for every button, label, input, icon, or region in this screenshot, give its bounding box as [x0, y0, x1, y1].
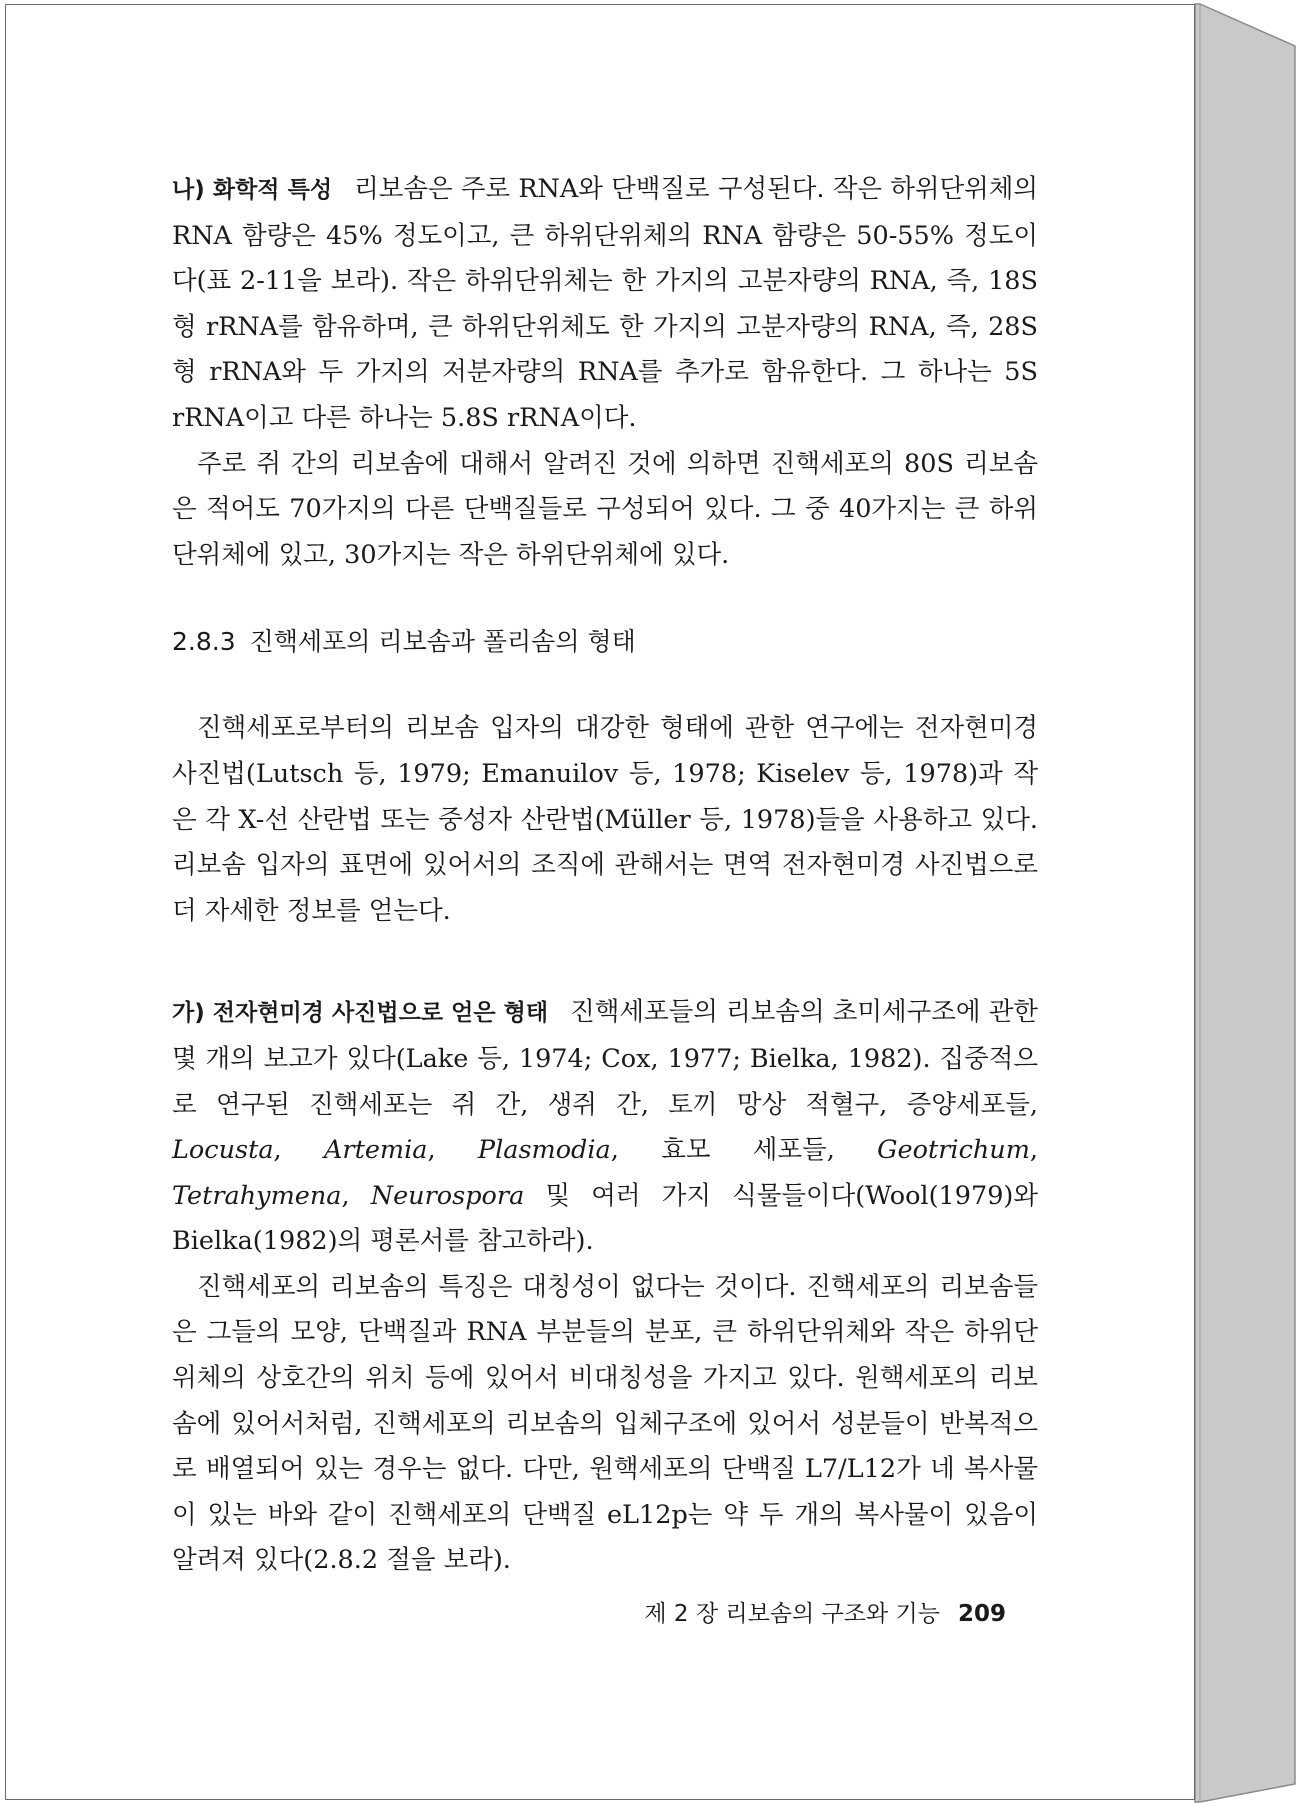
- species-name: Artemia: [323, 1135, 428, 1166]
- paragraph-asymmetry: 진핵세포의 리보솜의 특징은 대칭성이 없다는 것이다. 진핵세포의 리보솜들은 그들의 모양, 단백질과 RNA 부분들의 분포, 큰 하위단위체와 작은 하위단위체의 상호간의 위치 등에 있어서 비대칭성을 가지고 있다. 원핵세포의 리보솜에 있어서처럼, 진핵세포의 리보솜의 입체구조에 있어서 성분들이 반복적으로 배열되어 있는 경우는 없다. 다만, 원핵세포의 단백질 L7/L12가 네 복사물이 있는 바와 같이 진핵세포의 단백질 eL12p는 약 두 개의 복사물이 있음이 알려져 있다(2.8.2 절을 보라).: [172, 1271, 1038, 1576]
- species-name: Locusta: [172, 1135, 274, 1166]
- species-name: Plasmodia: [477, 1135, 611, 1166]
- separator: ,: [341, 1180, 371, 1211]
- species-name: Neurospora: [370, 1180, 525, 1211]
- paragraph-shape-studies: 진핵세포로부터의 리보솜 입자의 대강한 형태에 관한 연구에는 전자현미경사진법(Lutsch 등, 1979; Emanuilov 등, 1978; Kiselev 등, 1978)과 작은 각 X-선 산란법 또는 중성자 산란법(Müller 등, 1978)들을 사용하고 있다. 리보솜 입자의 표면에 있어서의 조직에 관해서는 면역 전자현미경 사진법으로 더 자세한 정보를 얻는다.: [172, 713, 1038, 926]
- runin-heading-chemical-properties: 나) 화학적 특성: [172, 177, 333, 203]
- section-heading: [172, 622, 1038, 662]
- page-content: [172, 167, 1038, 1584]
- species-name: Geotrichum: [877, 1135, 1030, 1166]
- page-footer: [626, 1595, 1006, 1628]
- section-number: 2.8.3: [172, 627, 236, 657]
- paragraph-em-morphology: [172, 990, 1038, 1265]
- separator: ,: [427, 1135, 478, 1166]
- runin-heading-em-morphology: 가) 전자현미경 사진법으로 얻은 형태: [172, 1000, 549, 1027]
- separator: ,: [1029, 1135, 1038, 1166]
- separator: ,: [273, 1135, 324, 1166]
- page-number: 209: [957, 1601, 1006, 1627]
- species-name: Tetrahymena: [172, 1180, 342, 1211]
- paragraph-spacer: [172, 934, 1038, 990]
- paragraph-chemical-properties: [172, 167, 1038, 442]
- running-footer-chapter: 제 2 장 리보솜의 구조와 기능: [644, 1601, 940, 1627]
- section-title: 진핵세포의 리보솜과 폴리솜의 형태: [249, 627, 636, 657]
- paragraph-text: 리보솜은 주로 RNA와 단백질로 구성된다. 작은 하위단위체의 RNA 함량은 45% 정도이고, 큰 하위단위체의 RNA 함량은 50-55% 정도이다(표 2-11을 보라). 작은 하위단위체는 한 가지의 고분자량의 RNA, 즉, 18S형 rRNA를 함유하며, 큰 하위단위체도 한 가지의 고분자량의 RNA, 즉, 28S형 rRNA와 두 가지의 저분자량의 RNA를 추가로 함유한다. 그 하나는 5S rRNA이고 다른 하나는 5.8S rRNA이다.: [172, 174, 1038, 433]
- book-page: [5, 4, 1195, 1800]
- paragraph-rat-liver-ribosome: 주로 쥐 간의 리보솜에 대해서 알려진 것에 의하면 진핵세포의 80S 리보솜은 적어도 70가지의 다른 단백질들로 구성되어 있다. 그 중 40가지는 큰 하위단위체에 있고, 30가지는 작은 하위단위체에 있다.: [172, 448, 1038, 570]
- paragraph-text: 및 여러 가지 식물들이다(Wool(1979)와 Bielka(1982)의 평론서를 참고하라).: [172, 1180, 1039, 1257]
- separator: , 효모 세포들,: [610, 1135, 878, 1166]
- paragraph-text: 진핵세포들의 리보솜의 초미세구조에 관한 몇 개의 보고가 있다(Lake 등, 1974; Cox, 1977; Bielka, 1982). 집중적으로 연구된 진핵세포는 쥐 간, 생쥐 간, 토끼 망상 적혈구, 증양세포들,: [172, 997, 1039, 1120]
